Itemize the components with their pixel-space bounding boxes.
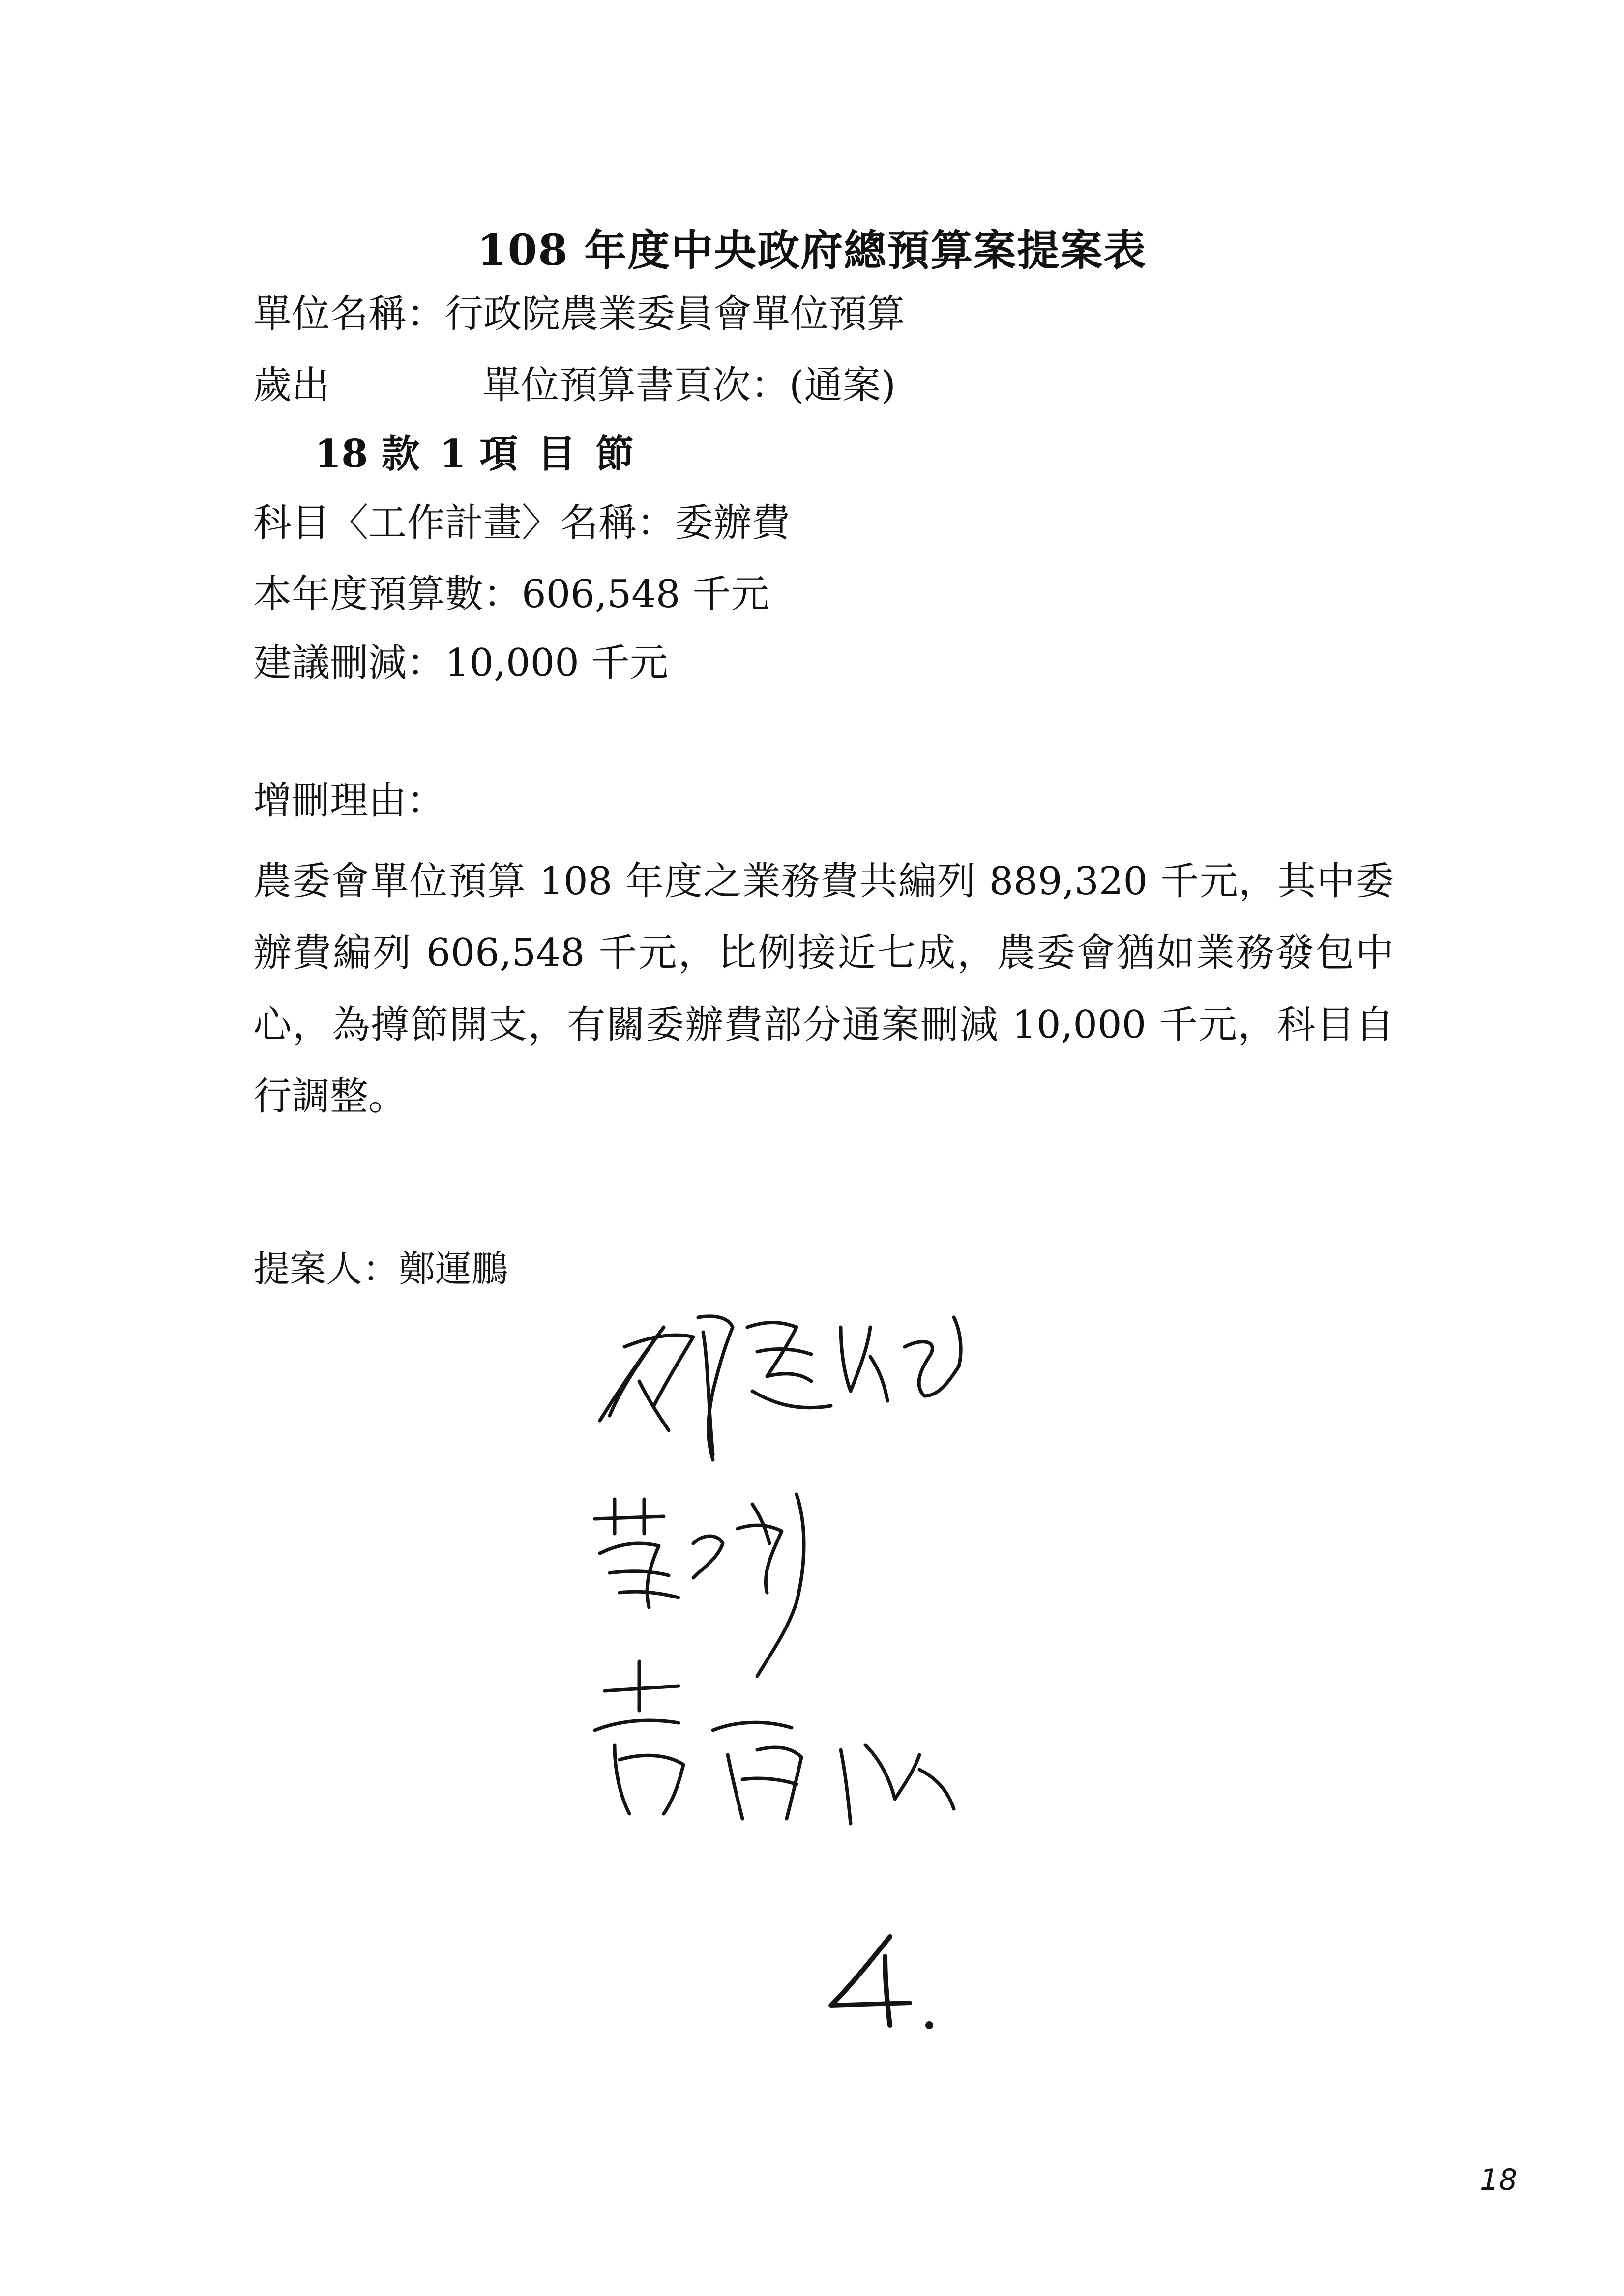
reason-label: 增刪理由： [253,779,445,823]
reason-text: 農委會單位預算 108 年度之業務費共編列 889,320 千元，其中委辦費編列 606,548 千元，比例接近七成，農委會猶如業務發包中心，為撙節開支，有關委辦費部分通案刪減 10,000 千元，科目自行調整。 [253,859,1394,1119]
budget-amount-line: 本年度預算數：606,548 千元 [253,572,769,616]
expenditure-line [253,363,896,407]
section-mu: 目 [537,432,576,476]
handwritten-item-number [816,1927,964,2045]
section-kuan: 18 款 [315,432,420,476]
signatures-drawing [565,1288,1155,1868]
unit-name-line: 單位名稱：行政院農業委員會單位預算 [253,292,906,336]
signature-2 [595,1494,804,1676]
section-line [315,432,634,476]
document-title: 108 年度中央政府總預算案提案表 [477,226,1147,275]
signature-3 [595,1661,954,1824]
handwritten-signatures [565,1288,1155,1868]
section-jie: 節 [595,432,634,476]
signature-1 [600,1316,961,1460]
section-xiang: 1 項 [439,432,518,476]
expenditure-label: 歲出 [253,363,330,407]
handwritten-number-drawing [816,1927,964,2045]
proposed-cut-line: 建議刪減：10,000 千元 [253,641,668,685]
subject-line: 科目〈工作計畫〉名稱：委辦費 [253,501,791,545]
budget-page-line: 單位預算書頁次：(通案) [482,363,896,407]
page-number: 18 [1480,2163,1518,2197]
proposer-line: 提案人：鄭運鵬 [253,1248,508,1290]
